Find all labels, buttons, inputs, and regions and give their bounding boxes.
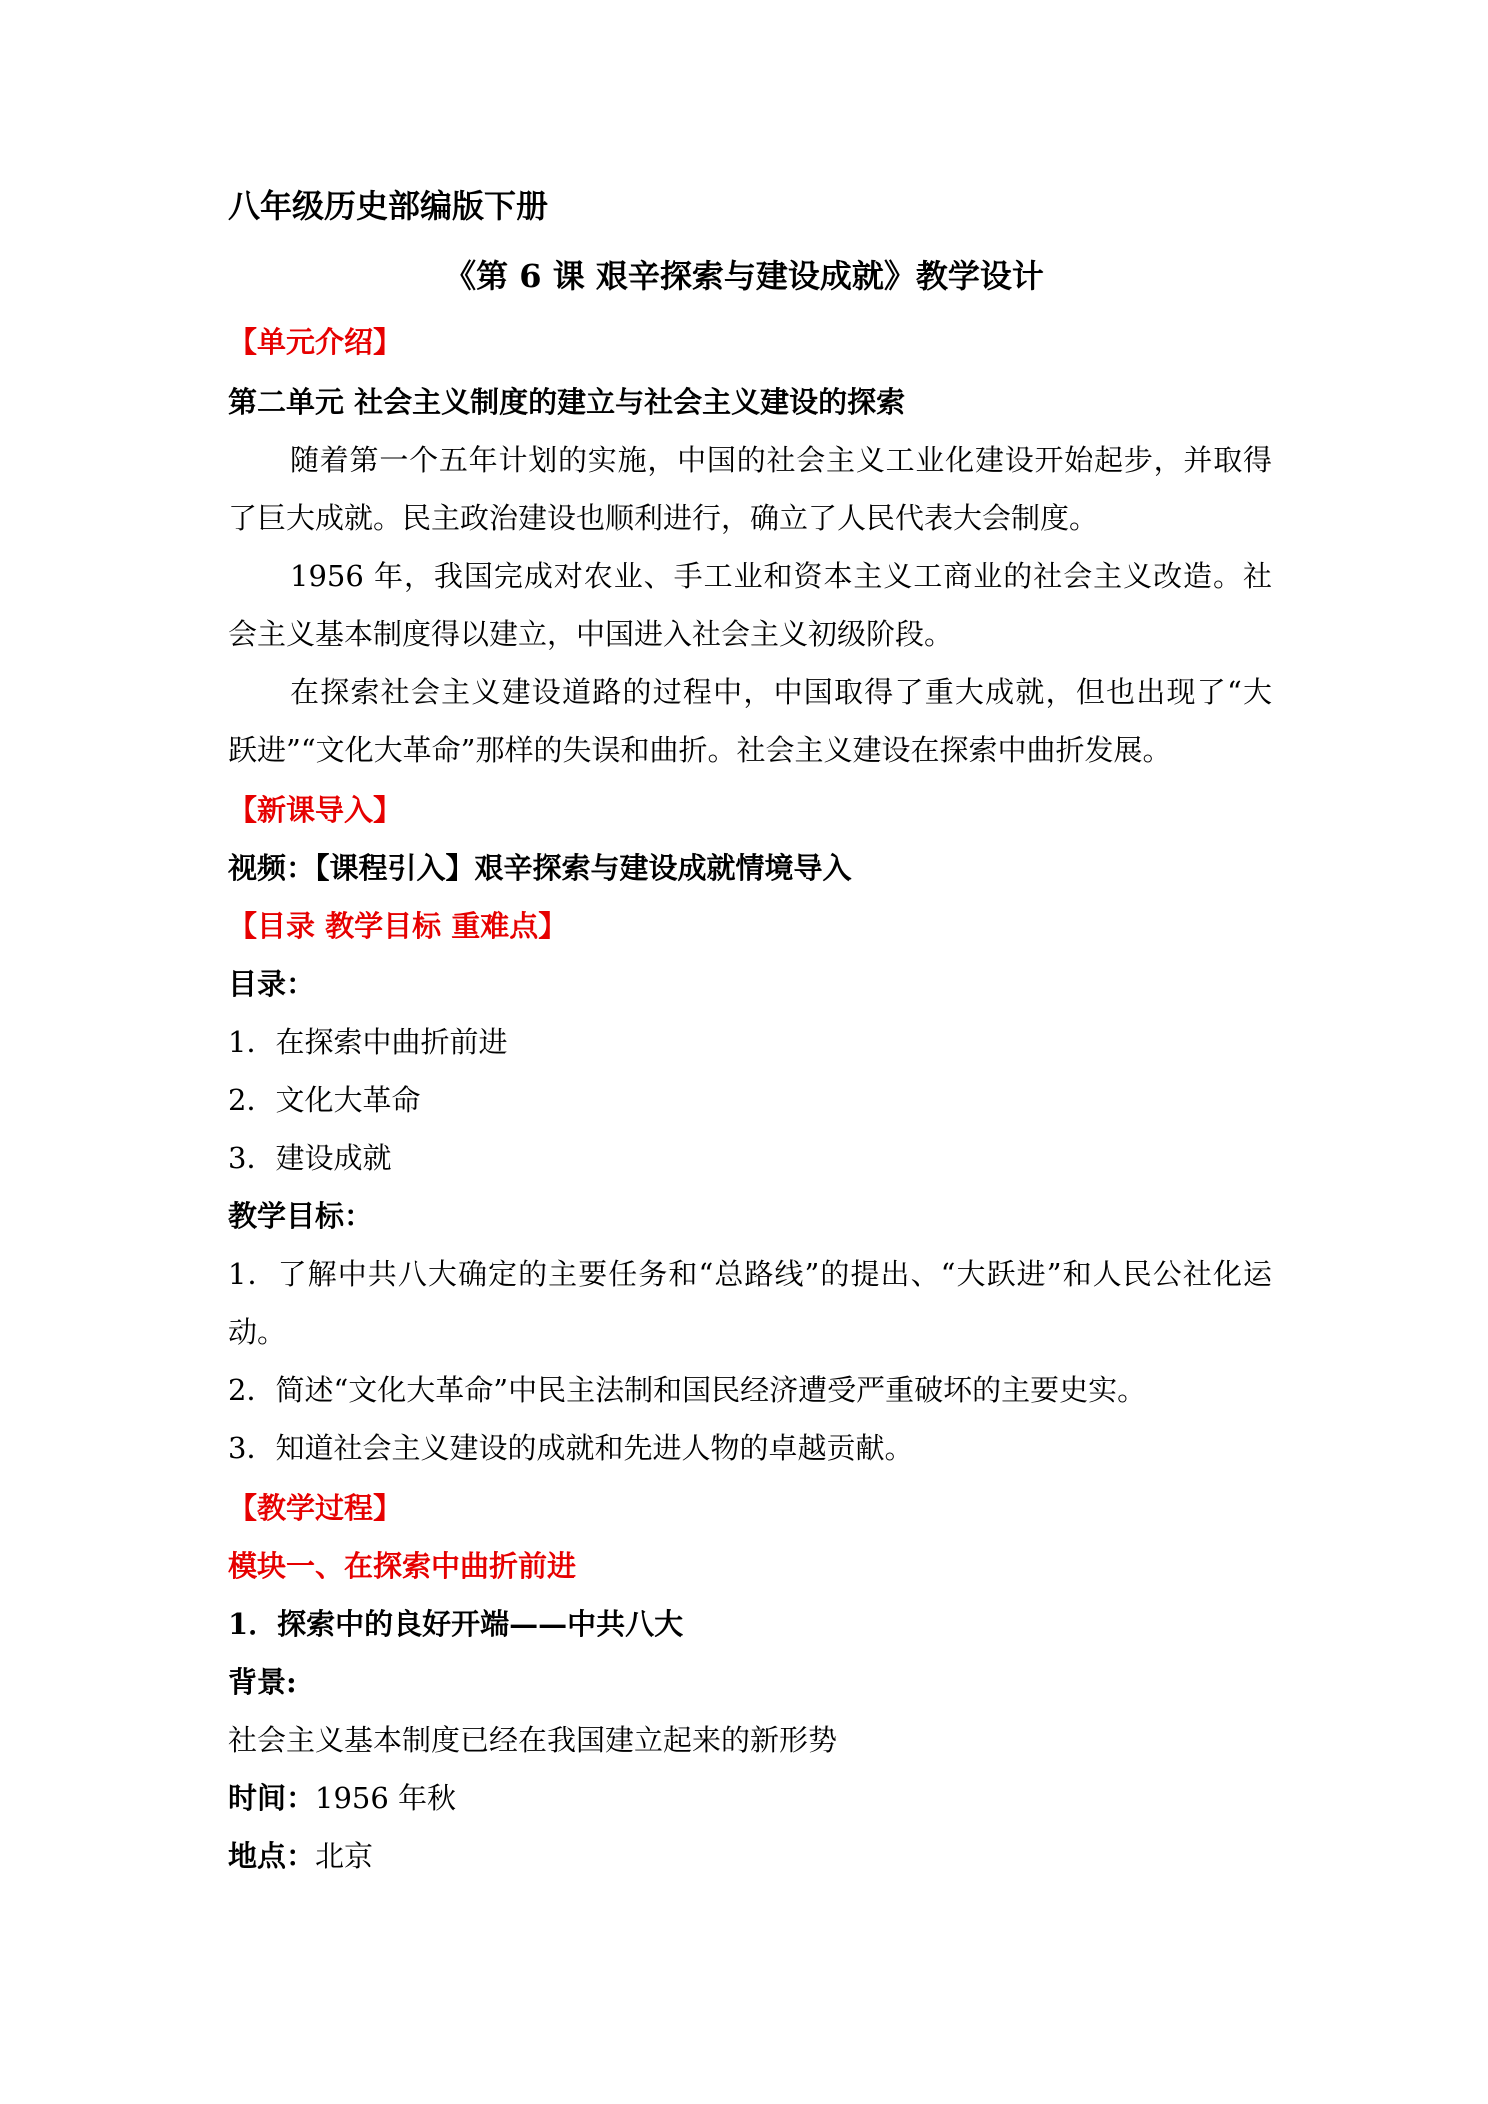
- video-label: 视频：: [228, 851, 316, 885]
- unit-paragraph-1-line-1: 随着第一个五年计划的实施，中国的社会主义工业化建设开始起步，并取得: [290, 443, 1272, 477]
- grade-title: 八年级历史部编版下册: [228, 187, 549, 225]
- unit-paragraph-3-line-2: 跃进”“文化大革命”那样的失误和曲折。社会主义建设在探索中曲折发展。: [228, 733, 1172, 767]
- goal-2: 2．简述“文化大革命”中民主法制和国民经济遭受严重破坏的主要史实。: [228, 1373, 1147, 1407]
- time-line: [228, 1778, 456, 1818]
- unit-paragraph-3-line-1: 在探索社会主义建设道路的过程中，中国取得了重大成就，但也出现了“大: [290, 675, 1272, 709]
- unit-paragraph-2-line-2: 会主义基本制度得以建立，中国进入社会主义初级阶段。: [228, 617, 954, 651]
- video-line: [228, 848, 852, 888]
- unit-heading: 第二单元 社会主义制度的建立与社会主义建设的探索: [228, 385, 906, 419]
- background-label: 背景:: [228, 1665, 297, 1699]
- module-1-heading: 模块一、在探索中曲折前进: [228, 1549, 577, 1583]
- video-text: 【课程引入】艰辛探索与建设成就情境导入: [315, 851, 852, 885]
- time-label: 时间：: [228, 1781, 316, 1815]
- catalog-item: 2．文化大革命: [228, 1083, 421, 1117]
- lesson-title: 《第 6 课 艰辛探索与建设成就》教学设计: [444, 257, 1044, 295]
- background-text: 社会主义基本制度已经在我国建立起来的新形势: [228, 1723, 838, 1757]
- place-line: [228, 1836, 373, 1876]
- goals-label: 教学目标：: [228, 1199, 374, 1233]
- unit-paragraph-2-line-1: 1956 年，我国完成对农业、手工业和资本主义工商业的社会主义改造。社: [290, 559, 1272, 593]
- section-process: 【教学过程】: [228, 1491, 403, 1525]
- catalog-item: 1．在探索中曲折前进: [228, 1025, 508, 1059]
- goal-1-line-1: 1．了解中共八大确定的主要任务和“总路线”的提出、“大跃进”和人民公社化运: [228, 1257, 1272, 1291]
- goal-3: 3．知道社会主义建设的成就和先进人物的卓越贡献。: [228, 1431, 914, 1465]
- catalog-item: 3．建设成就: [228, 1141, 392, 1175]
- module-1-subheading: 1．探索中的良好开端——中共八大: [228, 1607, 684, 1641]
- catalog-label: 目录：: [228, 967, 316, 1001]
- section-new-lesson: 【新课导入】: [228, 793, 403, 827]
- place-value: 北京: [315, 1839, 374, 1873]
- place-label: 地点：: [228, 1839, 316, 1873]
- time-value: 1956 年秋: [315, 1781, 457, 1815]
- section-catalog-goals: 【目录 教学目标 重难点】: [228, 909, 568, 943]
- goal-1-line-2: 动。: [228, 1315, 287, 1349]
- section-unit-intro: 【单元介绍】: [228, 325, 403, 359]
- unit-paragraph-1-line-2: 了巨大成就。民主政治建设也顺利进行，确立了人民代表大会制度。: [228, 501, 1099, 535]
